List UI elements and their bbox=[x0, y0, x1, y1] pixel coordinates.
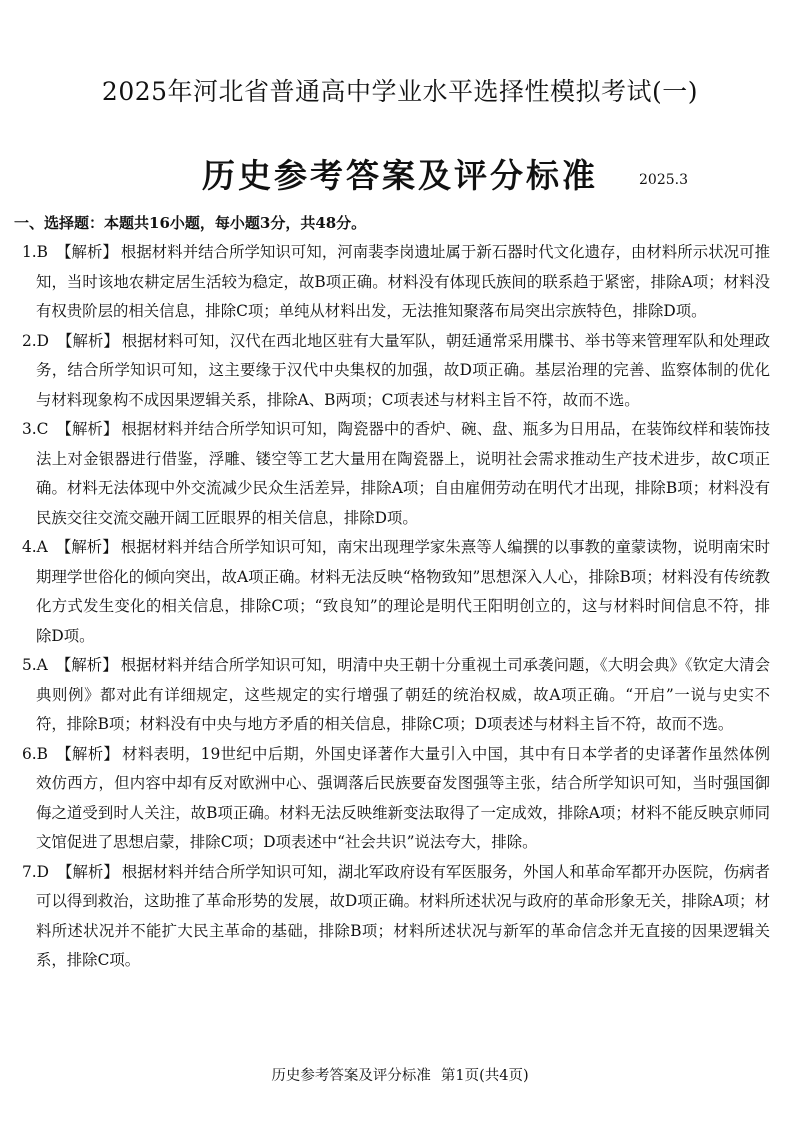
answer-item-6 bbox=[22, 740, 770, 858]
item-tag: 【解析】 bbox=[57, 862, 119, 881]
item-number: 2.D bbox=[22, 331, 50, 350]
item-text: 根据材料并结合所学知识可知，河南裴李岗遗址属于新石器时代文化遗存，由材料所示状况可推知，当时该地农耕定居生活较为稳定，故B项正确。材料没有体现氏族间的联系趋于紧密，排除A项；材料没有权贵阶层的相关信息，排除C项；单纯从材料出发，无法推知聚落布局突出宗族特色，排除D项。 bbox=[36, 243, 770, 320]
item-tag: 【解析】 bbox=[55, 538, 118, 556]
item-number: 3.C bbox=[22, 420, 49, 438]
item-number: 1.B bbox=[22, 243, 48, 261]
footer-page-number: 第1页(共4页) bbox=[440, 1068, 529, 1084]
item-tag: 【解析】 bbox=[56, 420, 119, 438]
item-tag: 【解析】 bbox=[56, 243, 118, 261]
item-text: 根据材料可知，汉代在西北地区驻有大量军队，朝廷通常采用牒书、举书等来管理军队和处理政务，结合所学知识可知，这主要缘于汉代中央集权的加强，故D项正确。基层治理的完善、监察体制的优化与材料现象构不成因果逻辑关系，排除A、B两项；C项表述与材料主旨不符，故而不选。 bbox=[36, 331, 770, 409]
section-heading: 一、选择题：本题共16小题，每小题3分，共48分。 bbox=[14, 214, 367, 232]
answer-item-5 bbox=[22, 651, 770, 740]
item-text: 材料表明，19世纪中后期，外国史译著作大量引入中国，其中有日本学者的史译著作虽然体例效仿西方，但内容中却有反对欧洲中心、强调落后民族要奋发图强等主张，结合所学知识可知，当时强国御侮之道受到时人关注，故B项正确。材料无法反映维新变法取得了一定成效，排除A项；材料不能反映京师同文馆促进了思想启蒙，排除C项；D项表述中“社会共识”说法夸大，排除。 bbox=[36, 744, 770, 851]
answer-list bbox=[22, 238, 770, 976]
answer-item-3 bbox=[22, 415, 770, 533]
item-text: 根据材料并结合所学知识可知，南宋出现理学家朱熹等人编撰的以事教的童蒙读物，说明南宋时期理学世俗化的倾向突出，故A项正确。材料无法反映“格物致知”思想深入人心，排除B项；材料没有传统教化方式发生变化的相关信息，排除C项；“致良知”的理论是明代王阳明创立的，这与材料时间信息不符，排除D项。 bbox=[36, 538, 770, 645]
item-number: 5.A bbox=[22, 656, 48, 674]
item-number: 6.B bbox=[22, 744, 48, 763]
document-title: 历史参考答案及评分标准 bbox=[202, 156, 598, 195]
item-text: 根据材料并结合所学知识可知，湖北军政府设有军医服务，外国人和革命军都开办医院，伤病者可以得到救治，这助推了革命形势的发展，故D项正确。材料所述状况与政府的革命形象无关，排除A项；材料所述状况并不能扩大民主革命的基础，排除B项；材料所述状况与新军的革命信念并无直接的因果逻辑关系，排除C项。 bbox=[36, 862, 770, 969]
item-tag: 【解析】 bbox=[57, 331, 119, 350]
answer-item-1 bbox=[22, 238, 770, 327]
document-date: 2025.3 bbox=[639, 172, 688, 188]
exam-title: 2025年河北省普通高中学业水平选择性模拟考试(一) bbox=[101, 77, 699, 106]
page-footer bbox=[0, 1064, 800, 1085]
answer-item-7 bbox=[22, 858, 770, 976]
item-text: 根据材料并结合所学知识可知，陶瓷器中的香炉、碗、盘、瓶多为日用品，在装饰纹样和装饰技法上对金银器进行借鉴，浮雕、镂空等工艺大量用在陶瓷器上，说明社会需求推动生产技术进步，故C项正确。材料无法体现中外交流减少民众生活差异，排除A项；自由雇佣劳动在明代才出现，排除B项；材料没有民族交往交流交融开阔工匠眼界的相关信息，排除D项。 bbox=[36, 420, 770, 527]
item-tag: 【解析】 bbox=[56, 744, 120, 763]
item-text: 根据材料并结合所学知识可知，明清中央王朝十分重视土司承袭问题，《大明会典》《钦定大清会典则例》都对此有详细规定，这些规定的实行增强了朝廷的统治权威，故A项正确。“开启”一说与史实不符，排除B项；材料没有中央与地方矛盾的相关信息，排除C项；D项表述与材料主旨不符，故而不选。 bbox=[36, 656, 770, 733]
item-number: 7.D bbox=[22, 862, 50, 881]
item-tag: 【解析】 bbox=[55, 656, 118, 674]
answer-item-4 bbox=[22, 533, 770, 651]
answer-item-2 bbox=[22, 327, 770, 416]
item-number: 4.A bbox=[22, 538, 48, 556]
footer-doc-name: 历史参考答案及评分标准 bbox=[271, 1068, 431, 1084]
